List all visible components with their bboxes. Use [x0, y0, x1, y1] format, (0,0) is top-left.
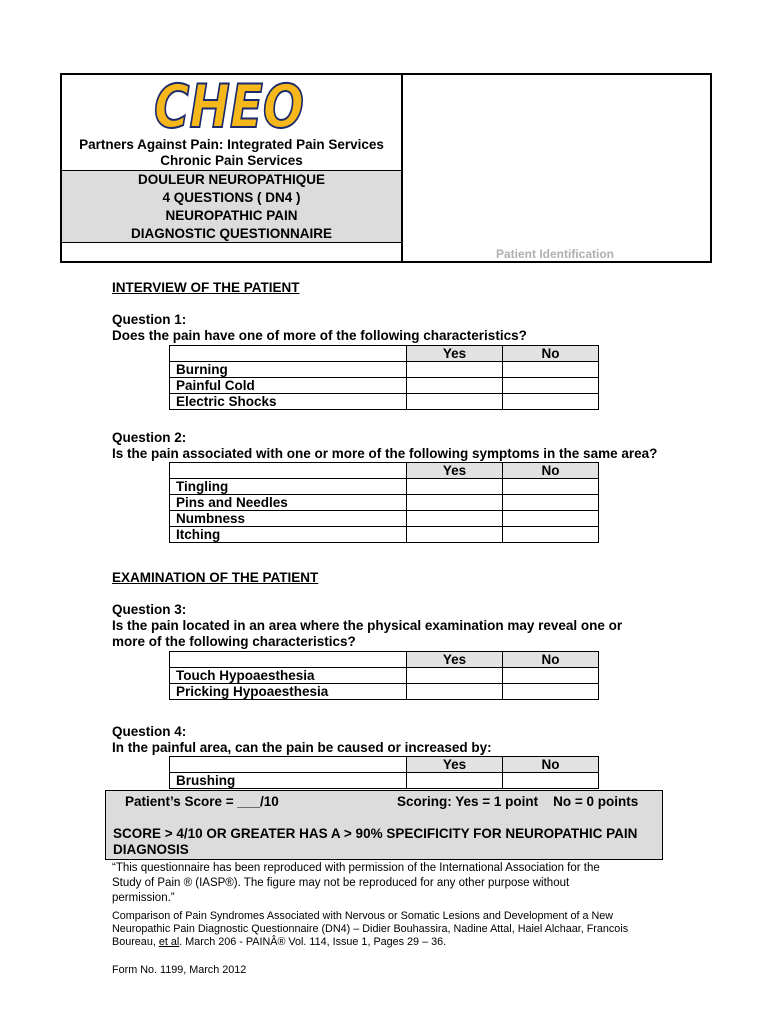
partners-line1: Partners Against Pain: Integrated Pain Services [79, 137, 384, 152]
no-header: No [503, 652, 599, 668]
question1-text: Does the pain have one of more of the following characteristics? [112, 328, 527, 343]
question1-block [112, 312, 527, 344]
row-label: Tingling [170, 479, 407, 495]
question1-label: Question 1: [112, 312, 187, 327]
table-header-row [170, 463, 599, 479]
reference-line2: Neuropathic Pain Diagnostic Questionnaire (DN4) – Didier Bouhassira, Nadine Attal, Haiel Alchaar, Francois [112, 923, 629, 935]
question3-text-line1: Is the pain located in an area where the physical examination may reveal one or [112, 618, 623, 633]
no-cell[interactable] [503, 773, 599, 789]
row-label: Touch Hypoaesthesia [170, 668, 407, 684]
yes-cell[interactable] [407, 378, 503, 394]
question2-table [169, 462, 599, 543]
no-cell[interactable] [503, 362, 599, 378]
table-row [170, 511, 599, 527]
table-row [170, 684, 599, 700]
score-box [105, 790, 663, 860]
yes-header: Yes [407, 757, 503, 773]
question1-table [169, 345, 599, 410]
title-line: DIAGNOSTIC QUESTIONNAIRE [130, 226, 332, 241]
question3-label: Question 3: [112, 602, 187, 617]
yes-cell[interactable] [407, 773, 503, 789]
question4-text: In the painful area, can the pain be caused or increased by: [112, 740, 492, 755]
title-line: NEUROPATHIC PAIN [165, 208, 298, 223]
row-label: Brushing [170, 773, 407, 789]
partners-heading [62, 137, 401, 169]
section-interview-heading: INTERVIEW OF THE PATIENT [112, 280, 300, 295]
table-row [170, 495, 599, 511]
reference-line3: Boureau, et al. March 206 - PAINÂ® Vol. 114, Issue 1, Pages 29 – 36. [112, 936, 447, 948]
question4-table [169, 756, 599, 789]
row-label: Electric Shocks [170, 394, 407, 410]
row-label: Pricking Hypoaesthesia [170, 684, 407, 700]
yes-header: Yes [407, 463, 503, 479]
row-label: Burning [170, 362, 407, 378]
svg-text:CHEO: CHEO [154, 72, 304, 142]
yes-cell[interactable] [407, 527, 503, 543]
question2-text: Is the pain associated with one or more of the following symptoms in the same area? [112, 446, 658, 461]
yes-cell[interactable] [407, 394, 503, 410]
reference-line1: Comparison of Pain Syndromes Associated with Nervous or Somatic Lesions and Development of a New [112, 910, 614, 922]
permission-line3: permission.” [112, 892, 175, 904]
yes-cell[interactable] [407, 479, 503, 495]
question2-block [112, 430, 657, 462]
table-row [170, 668, 599, 684]
table-row [170, 362, 599, 378]
no-cell[interactable] [503, 668, 599, 684]
table-row [170, 773, 599, 789]
yes-cell[interactable] [407, 362, 503, 378]
score-statement-line1: SCORE > 4/10 OR GREATER HAS A > 90% SPECIFICITY FOR NEUROPATHIC PAIN [113, 826, 638, 841]
table-header-row [170, 652, 599, 668]
yes-cell[interactable] [407, 495, 503, 511]
question3-text-line2: more of the following characteristics? [112, 634, 356, 649]
no-cell[interactable] [503, 378, 599, 394]
title-line: DOULEUR NEUROPATHIQUE [137, 172, 325, 187]
yes-cell[interactable] [407, 668, 503, 684]
score-statement-line2: DIAGNOSIS [113, 842, 189, 857]
yes-cell[interactable] [407, 511, 503, 527]
yes-cell[interactable] [407, 684, 503, 700]
question4-label: Question 4: [112, 724, 187, 739]
section-examination-heading: EXAMINATION OF THE PATIENT [112, 570, 319, 585]
scoring-rule: Scoring: Yes = 1 point No = 0 points [397, 794, 639, 809]
table-row [170, 527, 599, 543]
question2-label: Question 2: [112, 430, 187, 445]
table-row [170, 394, 599, 410]
score-statement [113, 826, 661, 858]
row-label: Painful Cold [170, 378, 407, 394]
row-label: Numbness [170, 511, 407, 527]
permission-line2: Study of Pain ® (IASP®). The figure may not be reproduced for any other purpose without [112, 877, 570, 889]
permission-notice [112, 861, 672, 906]
cheo-logo [150, 72, 310, 142]
reference-citation [112, 910, 672, 949]
patient-identification-label: Patient Identification [496, 247, 615, 261]
no-cell[interactable] [503, 527, 599, 543]
no-cell[interactable] [503, 684, 599, 700]
form-number: Form No. 1199, March 2012 [112, 964, 247, 976]
header-box [60, 73, 712, 263]
question4-block [112, 724, 492, 756]
table-header-row [170, 346, 599, 362]
no-cell[interactable] [503, 495, 599, 511]
yes-header: Yes [407, 652, 503, 668]
row-label: Pins and Needles [170, 495, 407, 511]
questionnaire-title [62, 170, 401, 243]
permission-line1: “This questionnaire has been reproduced with permission of the International Association for the [112, 862, 600, 874]
table-row [170, 378, 599, 394]
yes-header: Yes [407, 346, 503, 362]
patient-score-label: Patient’s Score = ___/10 [125, 794, 279, 809]
question3-table [169, 651, 599, 700]
table-header-row [170, 757, 599, 773]
no-cell[interactable] [503, 394, 599, 410]
no-header: No [503, 757, 599, 773]
table-row [170, 479, 599, 495]
partners-line2: Chronic Pain Services [160, 153, 303, 168]
no-header: No [503, 346, 599, 362]
no-header: No [503, 463, 599, 479]
header-divider [401, 75, 403, 263]
no-cell[interactable] [503, 479, 599, 495]
title-line: 4 QUESTIONS ( DN4 ) [162, 190, 301, 205]
question3-block [112, 602, 622, 650]
no-cell[interactable] [503, 511, 599, 527]
row-label: Itching [170, 527, 407, 543]
